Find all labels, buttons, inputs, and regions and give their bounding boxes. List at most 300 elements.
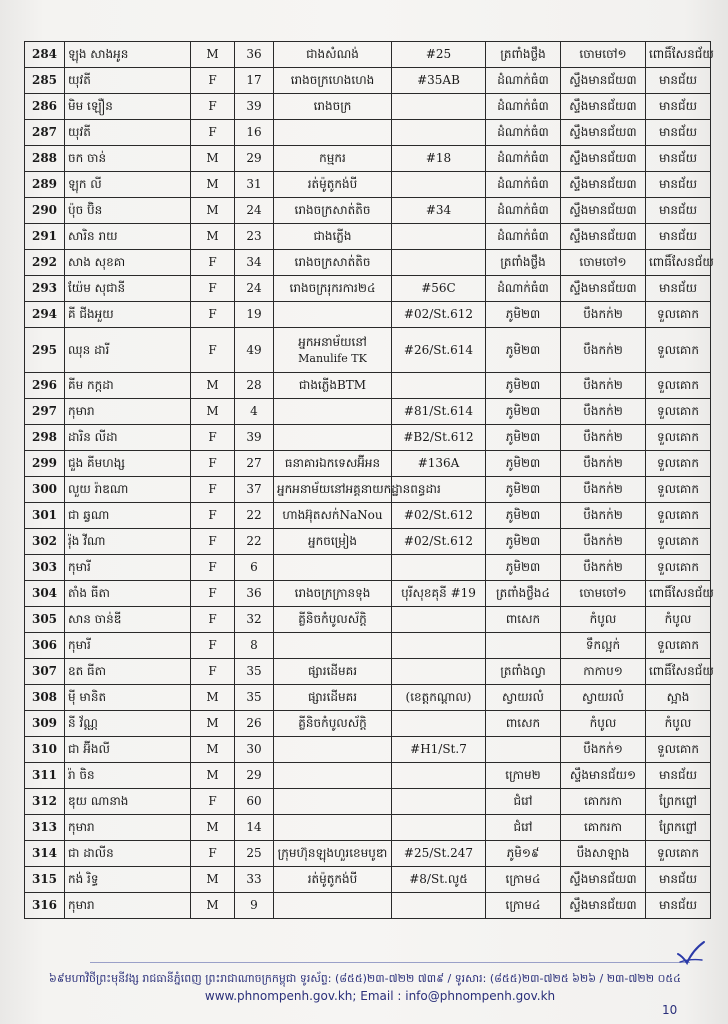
commune-cell: បឹងកក់២: [561, 555, 646, 581]
district-cell: ពោធិ៍សែនជ័យ: [646, 42, 711, 68]
age-cell: 4: [235, 399, 274, 425]
workplace-cell: រោងចក្រសាត់តិច: [274, 198, 392, 224]
workplace-cell: ជាងភ្លើង: [274, 224, 392, 250]
house-number-cell: #8/St.លូ៥: [392, 867, 486, 893]
person-name-cell: សារិន រាយ: [65, 224, 191, 250]
sex-cell: M: [191, 815, 235, 841]
district-cell: ទួលគោក: [646, 399, 711, 425]
workplace-cell: រត់ម៉ូតូកង់បី: [274, 867, 392, 893]
house-number-cell: #H1/St.7: [392, 737, 486, 763]
workplace-cell: រោងចក្រ: [274, 94, 392, 120]
workplace-cell: រត់ម៉ូតូកង់បី: [274, 172, 392, 198]
sex-cell: M: [191, 867, 235, 893]
age-cell: 39: [235, 94, 274, 120]
district-cell: ព្រែកព្នៅ: [646, 789, 711, 815]
person-name-cell: ម៉ី មានិត: [65, 685, 191, 711]
house-number-cell: [392, 815, 486, 841]
district-cell: ទួលគោក: [646, 737, 711, 763]
district-cell: ទួលគោក: [646, 451, 711, 477]
district-cell: មានជ័យ: [646, 94, 711, 120]
age-cell: 28: [235, 373, 274, 399]
sex-cell: F: [191, 581, 235, 607]
table-row: [25, 737, 711, 763]
commune-cell: ស្ទឹងមានជ័យ៣: [561, 224, 646, 250]
age-cell: 26: [235, 711, 274, 737]
age-cell: 24: [235, 276, 274, 302]
district-cell: មានជ័យ: [646, 68, 711, 94]
village-cell: ដំណាក់ធំ៣: [486, 198, 561, 224]
village-cell: ភូមិ២៣: [486, 503, 561, 529]
commune-cell: ស្ទឹងមានជ័យ៣: [561, 120, 646, 146]
row-number-cell: 307: [25, 659, 65, 685]
person-name-cell: ឡុក លី: [65, 172, 191, 198]
house-number-cell: #02/St.612: [392, 302, 486, 328]
commune-cell: គោករកា: [561, 815, 646, 841]
district-cell: កំបូល: [646, 711, 711, 737]
workplace-cell: ផ្សារដើមគរ: [274, 659, 392, 685]
row-number-cell: 299: [25, 451, 65, 477]
sex-cell: M: [191, 893, 235, 919]
workplace-line-2: Manulife TK: [298, 351, 367, 365]
district-cell: មានជ័យ: [646, 867, 711, 893]
workplace-cell: គ្លីនិចកំបូលស័ក្តិ: [274, 607, 392, 633]
row-number-cell: 312: [25, 789, 65, 815]
row-number-cell: 316: [25, 893, 65, 919]
commune-cell: គោករកា: [561, 789, 646, 815]
person-name-cell: គី ជីងអួយ: [65, 302, 191, 328]
sex-cell: F: [191, 302, 235, 328]
sex-cell: F: [191, 529, 235, 555]
table-row: [25, 172, 711, 198]
village-cell: ក្រោម៤: [486, 893, 561, 919]
district-cell: មានជ័យ: [646, 146, 711, 172]
row-number-cell: 293: [25, 276, 65, 302]
person-name-cell: គីម កក្កដា: [65, 373, 191, 399]
sex-cell: F: [191, 607, 235, 633]
row-number-cell: 311: [25, 763, 65, 789]
table-row: [25, 276, 711, 302]
village-cell: ត្រពាំងថ្លឹង៤: [486, 581, 561, 607]
district-cell: ទួលគោក: [646, 302, 711, 328]
table-row: [25, 146, 711, 172]
person-name-cell: ចក ចាន់: [65, 146, 191, 172]
person-name-cell: កុមារា: [65, 815, 191, 841]
row-number-cell: 304: [25, 581, 65, 607]
commune-cell: បឹងកក់២: [561, 302, 646, 328]
table-row: [25, 328, 711, 373]
sex-cell: F: [191, 789, 235, 815]
sex-cell: M: [191, 146, 235, 172]
workplace-cell: ជាងសំណង់: [274, 42, 392, 68]
sex-cell: M: [191, 373, 235, 399]
village-cell: ដំណាក់ធំ៣: [486, 120, 561, 146]
sex-cell: F: [191, 633, 235, 659]
person-name-cell: ជា ឆ្វណា: [65, 503, 191, 529]
row-number-cell: 296: [25, 373, 65, 399]
house-number-cell: #56C: [392, 276, 486, 302]
workplace-cell: អ្នកចម្រៀង: [274, 529, 392, 555]
person-name-cell: ជា អ៊ីងលី: [65, 737, 191, 763]
house-number-cell: [392, 789, 486, 815]
person-name-cell: ដារិន លីដា: [65, 425, 191, 451]
house-number-cell: [392, 893, 486, 919]
row-number-cell: 302: [25, 529, 65, 555]
footer-divider: [90, 962, 690, 963]
row-number-cell: 305: [25, 607, 65, 633]
workplace-cell: [274, 555, 392, 581]
sex-cell: F: [191, 841, 235, 867]
workplace-cell: [274, 815, 392, 841]
row-number-cell: 294: [25, 302, 65, 328]
house-number-cell: [392, 763, 486, 789]
commune-cell: ស្ទឹងមានជ័យ៣: [561, 172, 646, 198]
district-cell: ពោធិ៍សែនជ័យ: [646, 250, 711, 276]
row-number-cell: 287: [25, 120, 65, 146]
age-cell: 60: [235, 789, 274, 815]
village-cell: [486, 737, 561, 763]
age-cell: 36: [235, 42, 274, 68]
table-row: [25, 94, 711, 120]
village-cell: ភូមិ២៣: [486, 328, 561, 373]
age-cell: 29: [235, 763, 274, 789]
workplace-cell: រោងចក្រសាត់តិច: [274, 250, 392, 276]
village-cell: ជំរៅ: [486, 815, 561, 841]
commune-cell: ស្ទឹងមានជ័យ៣: [561, 146, 646, 172]
age-cell: 35: [235, 685, 274, 711]
table-row: [25, 685, 711, 711]
village-cell: ដំណាក់ធំ៣: [486, 68, 561, 94]
table-row: [25, 477, 711, 503]
commune-cell: កាកាប១: [561, 659, 646, 685]
row-number-cell: 310: [25, 737, 65, 763]
person-name-cell: លួយ រ៉ាឌណា: [65, 477, 191, 503]
row-number-cell: 289: [25, 172, 65, 198]
district-cell: ព្រែកព្នៅ: [646, 815, 711, 841]
sex-cell: F: [191, 477, 235, 503]
commune-cell: កំបូល: [561, 607, 646, 633]
commune-cell: បឹងកក់២: [561, 451, 646, 477]
commune-cell: ស្ទឹងមានជ័យ៣: [561, 68, 646, 94]
district-cell: ពោធិ៍សែនជ័យ: [646, 581, 711, 607]
village-cell: ដំណាក់ធំ៣: [486, 276, 561, 302]
age-cell: 30: [235, 737, 274, 763]
workplace-cell: [274, 737, 392, 763]
person-name-cell: រ៉ា ចិន: [65, 763, 191, 789]
row-number-cell: 308: [25, 685, 65, 711]
table-row: [25, 425, 711, 451]
house-number-cell: #81/St.614: [392, 399, 486, 425]
workplace-cell: អ្នកអនាម័យនៅអគ្គនាយកដ្ឋានពន្ធដារ: [274, 477, 392, 503]
village-cell: ភូមិ២៣: [486, 399, 561, 425]
person-name-cell: ជួង គីមហង្ស: [65, 451, 191, 477]
sex-cell: M: [191, 224, 235, 250]
village-cell: ក្រោម២: [486, 763, 561, 789]
district-cell: ទួលគោក: [646, 425, 711, 451]
workplace-cell: [274, 763, 392, 789]
commune-cell: បឹងកក់១: [561, 737, 646, 763]
table-body: [25, 42, 714, 919]
age-cell: 34: [235, 250, 274, 276]
district-cell: មានជ័យ: [646, 276, 711, 302]
sex-cell: M: [191, 763, 235, 789]
village-cell: ភូមិ២៣: [486, 373, 561, 399]
row-number-cell: 291: [25, 224, 65, 250]
sex-cell: F: [191, 276, 235, 302]
commune-cell: ទឹកល្អក់: [561, 633, 646, 659]
village-cell: ក្រោម៤: [486, 867, 561, 893]
house-number-cell: [392, 607, 486, 633]
village-cell: ត្រពាំងថ្លឹង: [486, 42, 561, 68]
commune-cell: កំបូល: [561, 711, 646, 737]
house-number-cell: [392, 373, 486, 399]
pen-checkmark-icon: [676, 940, 706, 966]
row-number-cell: 313: [25, 815, 65, 841]
sex-cell: F: [191, 659, 235, 685]
village-cell: ត្រពាំងថ្លឹង: [486, 250, 561, 276]
workplace-cell: រោងចក្រហេងហេង: [274, 68, 392, 94]
age-cell: 9: [235, 893, 274, 919]
sex-cell: M: [191, 711, 235, 737]
page-number: 10: [662, 1003, 678, 1017]
row-number-cell: 301: [25, 503, 65, 529]
village-cell: ភូមិ១៩: [486, 841, 561, 867]
person-name-cell: នី វ័ណ្ណ: [65, 711, 191, 737]
village-cell: ភូមិ២៣: [486, 425, 561, 451]
district-cell: កំបូល: [646, 607, 711, 633]
footer-website-email: www.phnompenh.gov.kh; Email : info@phnompenh.gov.kh: [204, 989, 556, 1003]
house-number-cell: #02/St.612: [392, 529, 486, 555]
house-number-cell: [392, 711, 486, 737]
person-name-cell: ឈុន ដារី: [65, 328, 191, 373]
district-cell: ទួលគោក: [646, 328, 711, 373]
table-row: [25, 399, 711, 425]
house-number-cell: #25: [392, 42, 486, 68]
footer-address: ៦៩មហាវិថីព្រះមុនីវង្ស រាជធានីភ្នំពេញ ព្រះរាជាណាចក្រកម្ពុជា ទូរស័ព្ទ: (៨៥៥)២៣-៧២២ ៧៣៩ / ទូរសារ: (៨៥៥)២៣-៧២៥ ៦២៦ / ២៣-៧២២ ០៥៤: [49, 972, 681, 985]
age-cell: 32: [235, 607, 274, 633]
district-cell: ទួលគោក: [646, 841, 711, 867]
row-number-cell: 285: [25, 68, 65, 94]
person-name-cell: យ៉ែម សុជានី: [65, 276, 191, 302]
house-number-cell: #02/St.612: [392, 503, 486, 529]
house-number-cell: [392, 172, 486, 198]
row-number-cell: 292: [25, 250, 65, 276]
workplace-cell: កម្មករ: [274, 146, 392, 172]
village-cell: ភូមិ២៣: [486, 477, 561, 503]
district-cell: មានជ័យ: [646, 763, 711, 789]
row-number-cell: 286: [25, 94, 65, 120]
person-name-cell: សាន ចាន់ឌី: [65, 607, 191, 633]
age-cell: 39: [235, 425, 274, 451]
district-cell: ទួលគោក: [646, 555, 711, 581]
district-cell: ពោធិ៍សែនជ័យ: [646, 659, 711, 685]
row-number-cell: 314: [25, 841, 65, 867]
village-cell: ដំណាក់ធំ៣: [486, 146, 561, 172]
table-row: [25, 607, 711, 633]
age-cell: 31: [235, 172, 274, 198]
workplace-cell: [274, 425, 392, 451]
district-cell: ទួលគោក: [646, 633, 711, 659]
row-number-cell: 315: [25, 867, 65, 893]
workplace-cell: រោងចក្រក្រានទុង: [274, 581, 392, 607]
district-cell: មានជ័យ: [646, 120, 711, 146]
age-cell: 22: [235, 503, 274, 529]
house-number-cell: #34: [392, 198, 486, 224]
age-cell: 27: [235, 451, 274, 477]
house-number-cell: #B2/St.612: [392, 425, 486, 451]
sex-cell: M: [191, 737, 235, 763]
district-cell: ទួលគោក: [646, 529, 711, 555]
house-number-cell: (ខេត្តកណ្តាល): [392, 685, 486, 711]
table-row: [25, 503, 711, 529]
age-cell: 17: [235, 68, 274, 94]
row-number-cell: 306: [25, 633, 65, 659]
village-cell: ពាសេក: [486, 607, 561, 633]
table-row: [25, 815, 711, 841]
workplace-cell: គ្លីនិចកំបូលស័ក្តិ: [274, 711, 392, 737]
table-row: [25, 841, 711, 867]
village-cell: ដំណាក់ធំ៣: [486, 94, 561, 120]
house-number-cell: [392, 633, 486, 659]
workplace-cell: [274, 302, 392, 328]
workplace-cell: [274, 120, 392, 146]
sex-cell: F: [191, 555, 235, 581]
house-number-cell: #35AB: [392, 68, 486, 94]
table-row: [25, 224, 711, 250]
house-number-cell: [392, 94, 486, 120]
age-cell: 36: [235, 581, 274, 607]
workplace-line-1: អ្នកអនាម័យនៅ: [298, 334, 367, 349]
person-name-cell: កុមារា: [65, 399, 191, 425]
row-number-cell: 290: [25, 198, 65, 224]
workplace-cell: ធនាគារឯកទេសអ៊ីអន: [274, 451, 392, 477]
commune-cell: បឹងសាឡាង: [561, 841, 646, 867]
person-name-cell: សាង សុខគា: [65, 250, 191, 276]
table-row: [25, 68, 711, 94]
village-cell: ភូមិ២៣: [486, 451, 561, 477]
village-cell: ភូមិ២៣: [486, 529, 561, 555]
commune-cell: បឹងកក់២: [561, 529, 646, 555]
table-row: [25, 763, 711, 789]
workplace-cell: ក្រុមហ៊ុនឡុងហួរខេមបូឌា: [274, 841, 392, 867]
row-number-cell: 295: [25, 328, 65, 373]
district-cell: មានជ័យ: [646, 893, 711, 919]
district-cell: ទួលគោក: [646, 373, 711, 399]
village-cell: ពាសេក: [486, 711, 561, 737]
table-row: [25, 302, 711, 328]
person-name-cell: មិម ឡឿន: [65, 94, 191, 120]
person-name-cell: ឧត ធីតា: [65, 659, 191, 685]
age-cell: 22: [235, 529, 274, 555]
row-number-cell: 303: [25, 555, 65, 581]
table-row: [25, 529, 711, 555]
commune-cell: ស្ទឹងមានជ័យ៣: [561, 276, 646, 302]
commune-cell: បឹងកក់២: [561, 503, 646, 529]
workplace-cell: [274, 789, 392, 815]
district-cell: ទួលគោក: [646, 477, 711, 503]
village-cell: [486, 633, 561, 659]
commune-cell: បឹងកក់២: [561, 425, 646, 451]
sex-cell: M: [191, 42, 235, 68]
commune-cell: បឹងកក់២: [561, 328, 646, 373]
commune-cell: ស្ទឹងមានជ័យ៣: [561, 893, 646, 919]
age-cell: 8: [235, 633, 274, 659]
age-cell: 25: [235, 841, 274, 867]
commune-cell: ស្ទឹងមានជ័យ៣: [561, 198, 646, 224]
table-row: [25, 867, 711, 893]
village-cell: ដំណាក់ធំ៣: [486, 224, 561, 250]
table-row: [25, 42, 711, 68]
table-row: [25, 659, 711, 685]
sex-cell: F: [191, 451, 235, 477]
age-cell: 16: [235, 120, 274, 146]
table-row: [25, 711, 711, 737]
age-cell: 33: [235, 867, 274, 893]
workplace-cell: ផ្សារដើមគរ: [274, 685, 392, 711]
table-row: [25, 633, 711, 659]
sex-cell: F: [191, 120, 235, 146]
table-row: [25, 789, 711, 815]
age-cell: 29: [235, 146, 274, 172]
sex-cell: F: [191, 94, 235, 120]
table-row: [25, 198, 711, 224]
workplace-cell: [274, 328, 392, 373]
workplace-cell: [274, 633, 392, 659]
district-cell: មានជ័យ: [646, 224, 711, 250]
district-cell: ស្អាង: [646, 685, 711, 711]
village-cell: ភូមិ២៣: [486, 555, 561, 581]
row-number-cell: 288: [25, 146, 65, 172]
person-name-cell: ឌុយ ណានាង: [65, 789, 191, 815]
sex-cell: F: [191, 68, 235, 94]
commune-cell: បឹងកក់២: [561, 373, 646, 399]
workplace-cell: ជាងភ្លើងBTM: [274, 373, 392, 399]
table-row: [25, 555, 711, 581]
commune-cell: ចោមចៅ១: [561, 581, 646, 607]
workplace-cell: [274, 399, 392, 425]
commune-cell: ស្ទឹងមានជ័យ៣: [561, 94, 646, 120]
house-number-cell: [392, 555, 486, 581]
district-cell: ទួលគោក: [646, 503, 711, 529]
row-number-cell: 297: [25, 399, 65, 425]
sex-cell: M: [191, 685, 235, 711]
village-cell: ស្វាយរលំ: [486, 685, 561, 711]
table-row: [25, 120, 711, 146]
commune-cell: ស្ទឹងមានជ័យ៣: [561, 867, 646, 893]
district-cell: មានជ័យ: [646, 172, 711, 198]
house-number-cell: [392, 120, 486, 146]
village-cell: ភូមិ២៣: [486, 302, 561, 328]
row-number-cell: 298: [25, 425, 65, 451]
person-name-cell: យុវតី: [65, 120, 191, 146]
house-number-cell: [392, 224, 486, 250]
age-cell: 24: [235, 198, 274, 224]
house-number-cell: #18: [392, 146, 486, 172]
age-cell: 14: [235, 815, 274, 841]
district-cell: មានជ័យ: [646, 198, 711, 224]
sex-cell: F: [191, 328, 235, 373]
commune-cell: បឹងកក់២: [561, 399, 646, 425]
house-number-cell: #26/St.614: [392, 328, 486, 373]
age-cell: 19: [235, 302, 274, 328]
table-row: [25, 451, 711, 477]
house-number-cell: [392, 659, 486, 685]
person-name-cell: យុវតី: [65, 68, 191, 94]
age-cell: 49: [235, 328, 274, 373]
village-cell: ដំណាក់ធំ៣: [486, 172, 561, 198]
case-registry-table: [24, 41, 714, 919]
person-name-cell: តាំង ធីតា: [65, 581, 191, 607]
workplace-cell: រោងចក្ររុករការ២៤: [274, 276, 392, 302]
